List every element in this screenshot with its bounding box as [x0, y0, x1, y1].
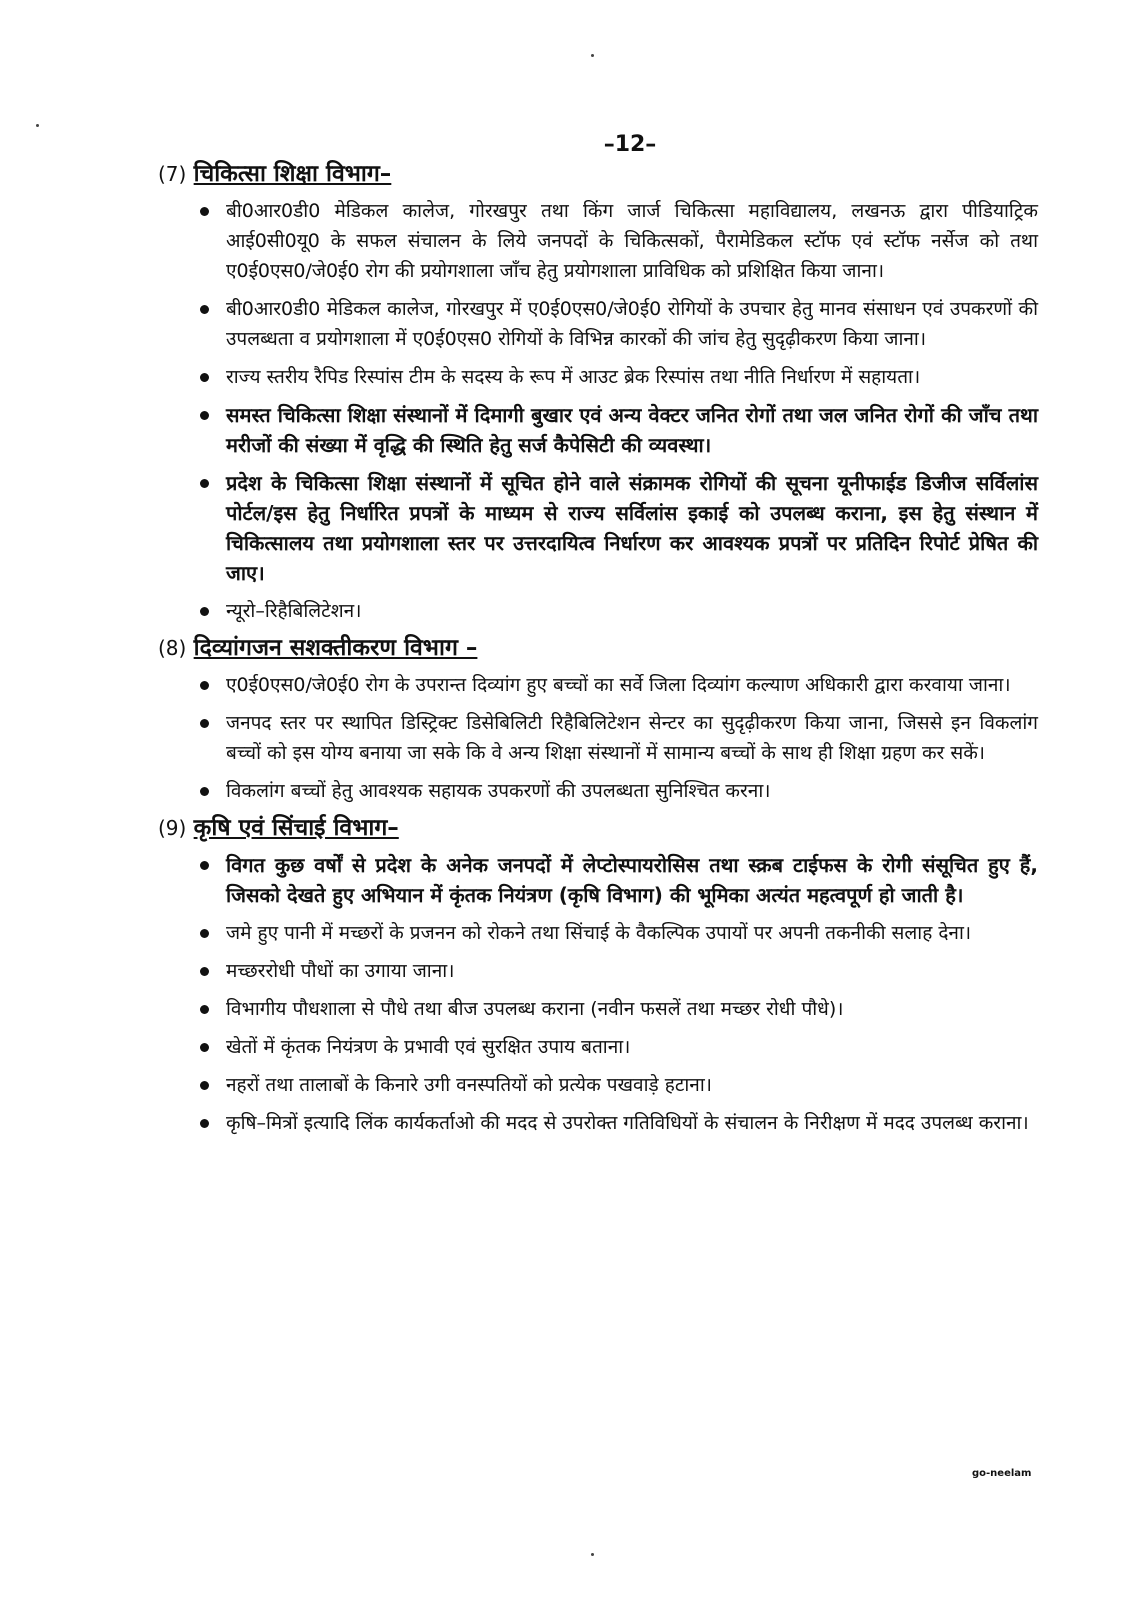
list-item — [200, 670, 1038, 700]
bullet-icon — [200, 305, 209, 314]
list-item — [200, 196, 1038, 286]
list-item — [200, 708, 1038, 768]
list-item — [200, 850, 1038, 910]
section-heading — [158, 814, 1038, 844]
scan-speck — [591, 54, 594, 57]
list-item-text: समस्त चिकित्सा शिक्षा संस्थानों में दिमागी बुखार एवं अन्य वेक्टर जनित रोगों तथा जल जनित रोगों की जाँच तथा मरीजों की संख्या में वृद्धि की स्थिति हेतु सर्ज कैपेसिटी की व्यवस्था। — [226, 402, 1038, 457]
list-item — [200, 1108, 1038, 1138]
list-item-text: जमे हुए पानी में मच्छरों के प्रजनन को रोकने तथा सिंचाई के वैकल्पिक उपायों पर अपनी तकनीकी सलाह देना। — [226, 921, 972, 944]
bullet-icon — [200, 787, 209, 796]
list-item — [200, 918, 1038, 948]
list-item — [200, 776, 1038, 806]
bullet-list — [158, 196, 1038, 626]
bullet-list — [158, 670, 1038, 806]
bullet-icon — [200, 681, 209, 690]
section-title: चिकित्सा शिक्षा विभाग– — [193, 161, 392, 187]
scan-speck — [591, 1553, 594, 1556]
list-item-text: मच्छररोधी पौधों का उगाया जाना। — [226, 959, 455, 982]
list-item — [200, 1070, 1038, 1100]
scan-speck — [36, 124, 39, 127]
bullet-icon — [200, 967, 209, 976]
bullet-icon — [200, 929, 209, 938]
list-item-text: खेतों में कृंतक नियंत्रण के प्रभावी एवं सुरक्षित उपाय बताना। — [226, 1035, 631, 1058]
bullet-icon — [200, 1043, 209, 1052]
list-item — [200, 468, 1038, 588]
list-item-text: बी0आर0डी0 मेडिकल कालेज, गोरखपुर तथा किंग जार्ज चिकित्सा महाविद्यालय, लखनऊ द्वारा पीडियाट्रिक आई0सी0यू0 के सफल संचालन के लिये जनपदों के चिकित्सकों, पैरामेडिकल स्टॉफ एवं स्टॉफ नर्सेज को तथा ए0ई0एस0/जे0ई0 रोग की प्रयोगशाला जाँच हेतु प्रयोगशाला प्राविधिक को प्रशिक्षित किया जाना। — [226, 199, 1038, 282]
list-item-text: नहरों तथा तालाबों के किनारे उगी वनस्पतियों को प्रत्येक पखवाड़े हटाना। — [226, 1073, 712, 1096]
list-item — [200, 596, 1038, 626]
footer-tag: go-neelam — [972, 1468, 1032, 1479]
bullet-icon — [200, 411, 209, 420]
list-item — [200, 294, 1038, 354]
bullet-icon — [200, 1119, 209, 1128]
section-number: (9) — [158, 815, 187, 840]
section-agriculture-irrigation — [158, 814, 1038, 1138]
bullet-icon — [200, 861, 209, 870]
list-item-text: जनपद स्तर पर स्थापित डिस्ट्रिक्ट डिसेबिलिटी रिहैबिलिटेशन सेन्टर का सुदृढ़ीकरण किया जाना, जिससे इन विकलांग बच्चों को इस योग्य बनाया जा सके कि वे अन्य शिक्षा संस्थानों में सामान्य बच्चों के साथ ही शिक्षा ग्रहण कर सकें। — [226, 711, 1038, 764]
bullet-icon — [200, 1005, 209, 1014]
section-medical-education — [158, 160, 1038, 626]
section-title: दिव्यांगजन सशक्तीकरण विभाग – — [193, 634, 478, 661]
list-item-text: कृषि–मित्रों इत्यादि लिंक कार्यकर्ताओ की मदद से उपरोक्त गतिविधियों के संचालन के निरीक्षण में मदद उपलब्ध कराना। — [226, 1111, 1029, 1134]
list-item — [200, 362, 1038, 392]
section-title: कृषि एवं सिंचाई विभाग– — [193, 814, 399, 841]
bullet-icon — [200, 607, 209, 616]
list-item-text: बी0आर0डी0 मेडिकल कालेज, गोरखपुर में ए0ई0एस0/जे0ई0 रोगियों के उपचार हेतु मानव संसाधन एवं उपकरणों की उपलब्धता व प्रयोगशाला में ए0ई0एस0 रोगियों के विभिन्न कारकों की जांच हेतु सुदृढ़ीकरण किया जाना। — [226, 297, 1038, 350]
bullet-icon — [200, 373, 209, 382]
list-item — [200, 400, 1038, 460]
list-item-text: विगत कुछ वर्षों से प्रदेश के अनेक जनपदों में लेप्टोस्पायरोसिस तथा स्क्रब टाईफस के रोगी संसूचित हुए हैं, जिसको देखते हुए अभियान में कृंतक नियंत्रण (कृषि विभाग) की भूमिका अत्यंत महत्वपूर्ण हो जाती है। — [226, 852, 1038, 907]
bullet-list — [158, 850, 1038, 1138]
document-body — [158, 160, 1038, 1146]
bullet-icon — [200, 1081, 209, 1090]
list-item-text: राज्य स्तरीय रैपिड रिस्पांस टीम के सदस्य के रूप में आउट ब्रेक रिस्पांस तथा नीति निर्धारण में सहायता। — [226, 365, 921, 388]
list-item — [200, 1032, 1038, 1062]
section-divyangjan-empowerment — [158, 634, 1038, 806]
list-item-text: विकलांग बच्चों हेतु आवश्यक सहायक उपकरणों की उपलब्धता सुनिश्चित करना। — [226, 779, 771, 802]
bullet-icon — [200, 479, 209, 488]
section-number: (7) — [158, 162, 187, 186]
list-item-text: न्यूरो–रिहैबिलिटेशन। — [226, 599, 362, 622]
bullet-icon — [200, 719, 209, 728]
section-heading — [158, 634, 1038, 664]
section-heading — [158, 160, 1038, 190]
list-item-text: ए0ई0एस0/जे0ई0 रोग के उपरान्त दिव्यांग हुए बच्चों का सर्वे जिला दिव्यांग कल्याण अधिकारी द्वारा करवाया जाना। — [226, 673, 1011, 696]
page-number: –12– — [603, 132, 657, 157]
list-item — [200, 956, 1038, 986]
list-item-text: विभागीय पौधशाला से पौधे तथा बीज उपलब्ध कराना (नवीन फसलें तथा मच्छर रोधी पौधे)। — [226, 997, 844, 1020]
list-item-text: प्रदेश के चिकित्सा शिक्षा संस्थानों में सूचित होने वाले संक्रामक रोगियों की सूचना यूनीफाईड डिजीज सर्विलांस पोर्टल/इस हेतु निर्धारित प्रपत्रों के माध्यम से राज्य सर्विलांस इकाई को उपलब्ध कराना, इस हेतु संस्थान में चिकित्सालय तथा प्रयोगशाला स्तर पर उत्तरदायित्व निर्धारण कर आवश्यक प्रपत्रों पर प्रतिदिन रिपोर्ट प्रेषित की जाए। — [226, 470, 1038, 585]
bullet-icon — [200, 207, 209, 216]
section-number: (8) — [158, 635, 187, 660]
list-item — [200, 994, 1038, 1024]
